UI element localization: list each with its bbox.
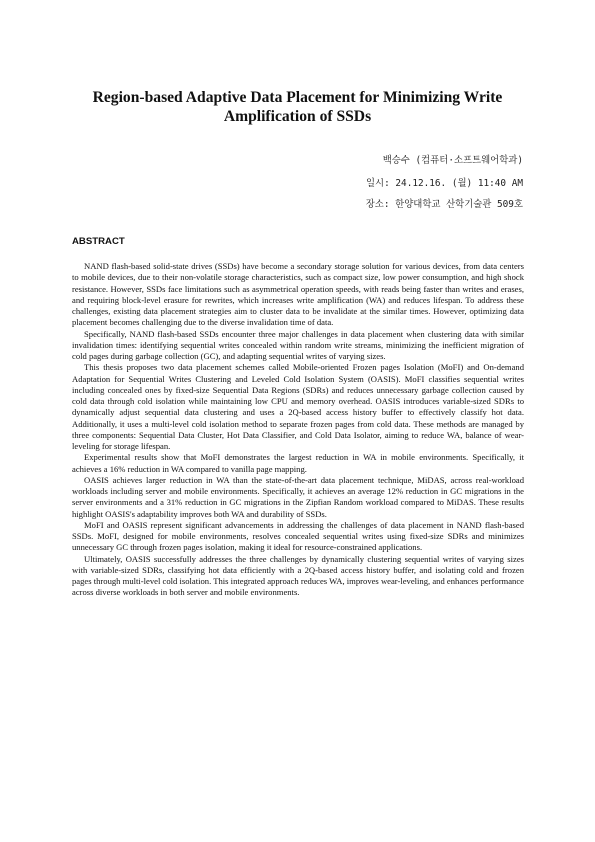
author-line: 백승수 (컴퓨터·소프트웨어학과) (382, 155, 523, 166)
paper-title: Region-based Adaptive Data Placement for Minimizing Write Amplification of SSDs (92, 89, 503, 125)
abstract-paragraph: Specifically, NAND flash-based SSDs encounter three major challenges in data placement when clustering data with similar invalidation times: identifying sequential writes concealed within random write streams, minimizing the inefficient migration of cold pages during garbage collection (GC), and adapting sequential writes of varying sizes. (72, 328, 524, 361)
abstract-paragraph: OASIS achieves larger reduction in WA than the state-of-the-art data placement technique, MiDAS, across real-workload workloads including server and mobile environments. Specifically, it achieves an average 12% reduction in GC migrations in the server environments and a 31% reduction in GC migrations in the Zipfian Random workload compared to MiDAS. These results highlight OASIS's adaptability improves both WA and durability of SSDs. (72, 474, 524, 519)
abstract-body (72, 261, 524, 599)
abstract-paragraph: MoFI and OASIS represent significant advancements in addressing the challenges of data placement in NAND flash-based SSDs. MoFI, designed for mobile environments, resolves concealed sequential writes using fixed-size SDRs and minimizes unnecessary GC through frozen pages isolation, making it ideal for resource-constrained applications. (72, 519, 524, 553)
date-line: 일시: 24.12.16. (월) 11:40 AM (366, 178, 523, 189)
abstract-paragraph: Experimental results show that MoFI demonstrates the largest reduction in WA in mobile environments. Specifically, it achieves a 16% reduction in WA compared to vanilla page mapping. (72, 452, 524, 474)
abstract-paragraph: Ultimately, OASIS successfully addresses the three challenges by dynamically clustering sequential writes of varying sizes with variable-sized SDRs, classifying hot data efficiently with a 2Q-based access history buffer, and isolating cold and frozen pages through multi-level cold isolation. This integrated approach reduces WA, improves wear-leveling, and enhances performance across diverse workloads in both server and mobile environments. (72, 553, 524, 598)
location-line: 장소: 한양대학교 산학기술관 509호 (365, 199, 523, 210)
abstract-paragraph: NAND flash-based solid-state drives (SSDs) have become a secondary storage solution for various devices, from data centers to mobile devices, due to their non-volatile storage characteristics, such as compact size, low power consumption, and high shock resistance. However, SSDs face limitations such as asymmetrical operation speeds, with reads being faster than writes and erases, and requiring block-level erasure for rewrites, which increases write amplification (WA) and reduces lifespan. To address these challenges, existing data placement strategies aim to cluster data to be invalidate at the similar times. However, optimizing data placement becomes challenging due to the diverse invalidation time of data. (72, 261, 524, 328)
abstract-heading: ABSTRACT (72, 236, 125, 247)
abstract-paragraph: This thesis proposes two data placement schemes called Mobile-oriented Frozen pages Isolation (MoFI) and On-demand Adaptation for Sequential Writes Clustering and Leveled Cold Isolation System (OASIS). MoFI classifies sequential writes including concealed ones by fixed-size Sequential Data Regions (SDRs) and reduces unnecessary garbage collection caused by cold data through cold isolation while maintaining low CPU and memory overhead. OASIS introduces variable-sized SDRs to dynamically adjust sequential data clustering and uses a 2Q-based access history buffer to effectively classify hot data. Additionally, it uses a multi-level cold isolation method to separate frozen pages from cold data. These methods are managed by three components: Sequential Data Cluster, Hot Data Classifier, and Cold Data Isolator, aiming to reduce WA, balance of wear-leveling for storage lifespan. (72, 362, 524, 451)
